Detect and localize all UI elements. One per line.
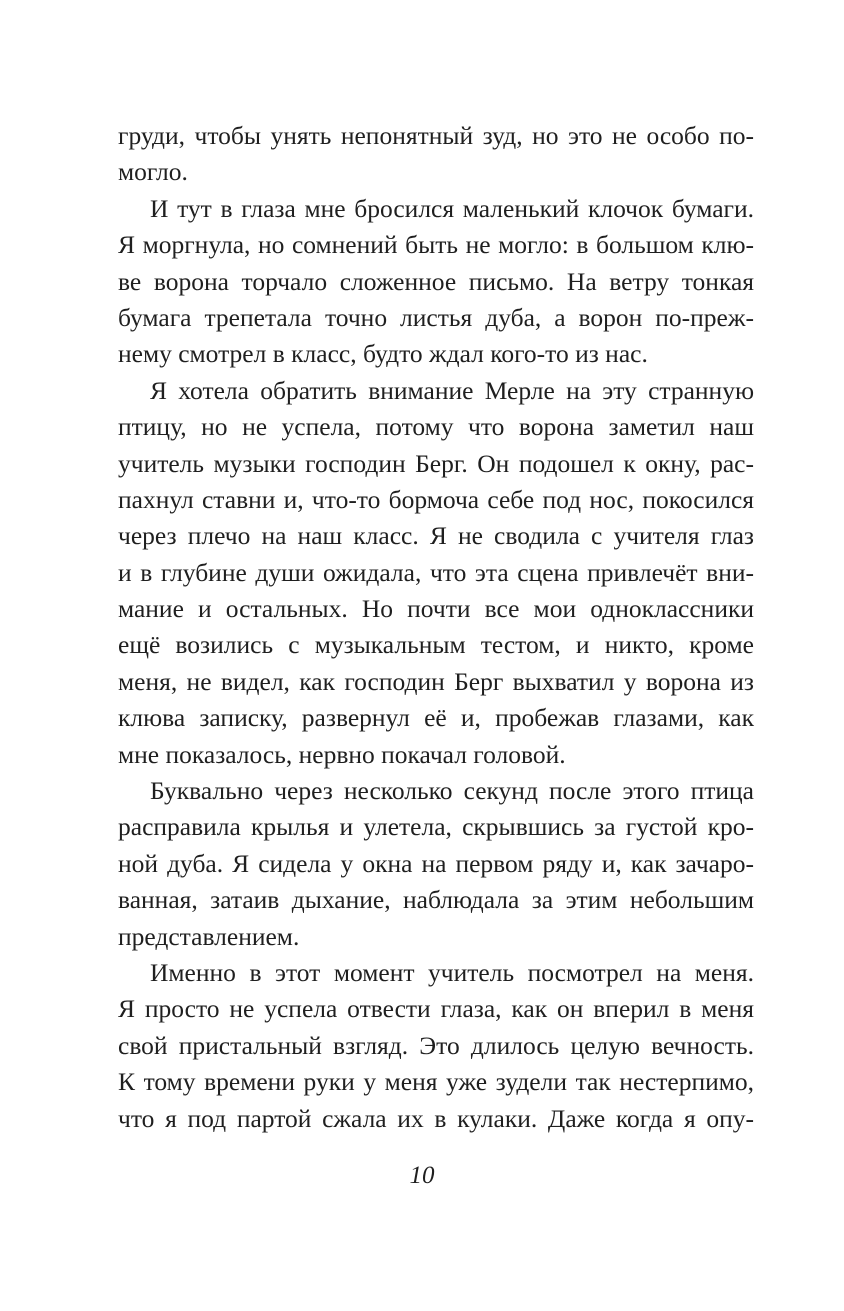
text-line: Я просто не успела отвести глаза, как он вперил в меня [118,994,754,1024]
text-line: мание и остальных. Но почти все мои одноклассники [118,594,754,624]
text-line: ной дуба. Я сидела у окна на первом ряду и, как зачаро- [118,848,754,878]
body-text [118,118,754,1137]
text-line: и в глубине души ожидала, что эта сцена привлечёт вни- [118,557,754,587]
text-line: бумага трепетала точно листья дуба, а ворон по-преж- [118,302,754,332]
text-line: нему смотрел в класс, будто ждал кого-то из нас. [118,339,648,369]
text-line: И тут в глаза мне бросился маленький клочок бумаги. [150,193,754,223]
text-line: учитель музыки господин Берг. Он подошел к окну, рас- [118,448,754,478]
text-line: ванная, затаив дыхание, наблюдала за этим небольшим [118,885,754,915]
page-number: 10 [409,1162,435,1189]
text-line: птицу, но не успела, потому что ворона заметил наш [118,412,754,442]
text-line: ещё возились с музыкальным тестом, и никто, кроме [118,630,754,660]
text-line: через плечо на наш класс. Я не сводила с учителя глаз [118,521,754,551]
text-line: Именно в этот момент учитель посмотрел на меня. [150,957,754,987]
text-line: свой пристальный взгляд. Это длилось целую вечность. [118,1030,754,1060]
text-line: груди, чтобы унять непонятный зуд, но это не особо по- [118,121,754,150]
text-line: К тому времени руки у меня уже зудели так нестерпимо, [118,1067,754,1097]
text-line: меня, не видел, как господин Берг выхватил у ворона из [118,666,754,696]
text-line: представлением. [118,921,300,951]
text-line: Я хотела обратить внимание Мерле на эту странную [150,375,754,405]
text-line: Я моргнула, но сомнений быть не могло: в большом клю- [118,230,754,260]
text-line: клюва записку, развернул её и, пробежав глазами, как [118,703,754,733]
text-line: могло. [118,157,188,187]
text-line: что я под партой сжала их в кулаки. Даже когда я опу- [118,1103,754,1133]
text-line: Буквально через несколько секунд после этого птица [150,776,754,806]
text-line: мне показалось, нервно покачал головой. [118,739,566,769]
text-line: ве ворона торчало сложенное письмо. На ветру тонкая [118,266,754,296]
text-line: пахнул ставни и, что-то бормоча себе под нос, покосился [118,484,754,514]
text-line: расправила крылья и улетела, скрывшись за густой кро- [118,812,754,842]
